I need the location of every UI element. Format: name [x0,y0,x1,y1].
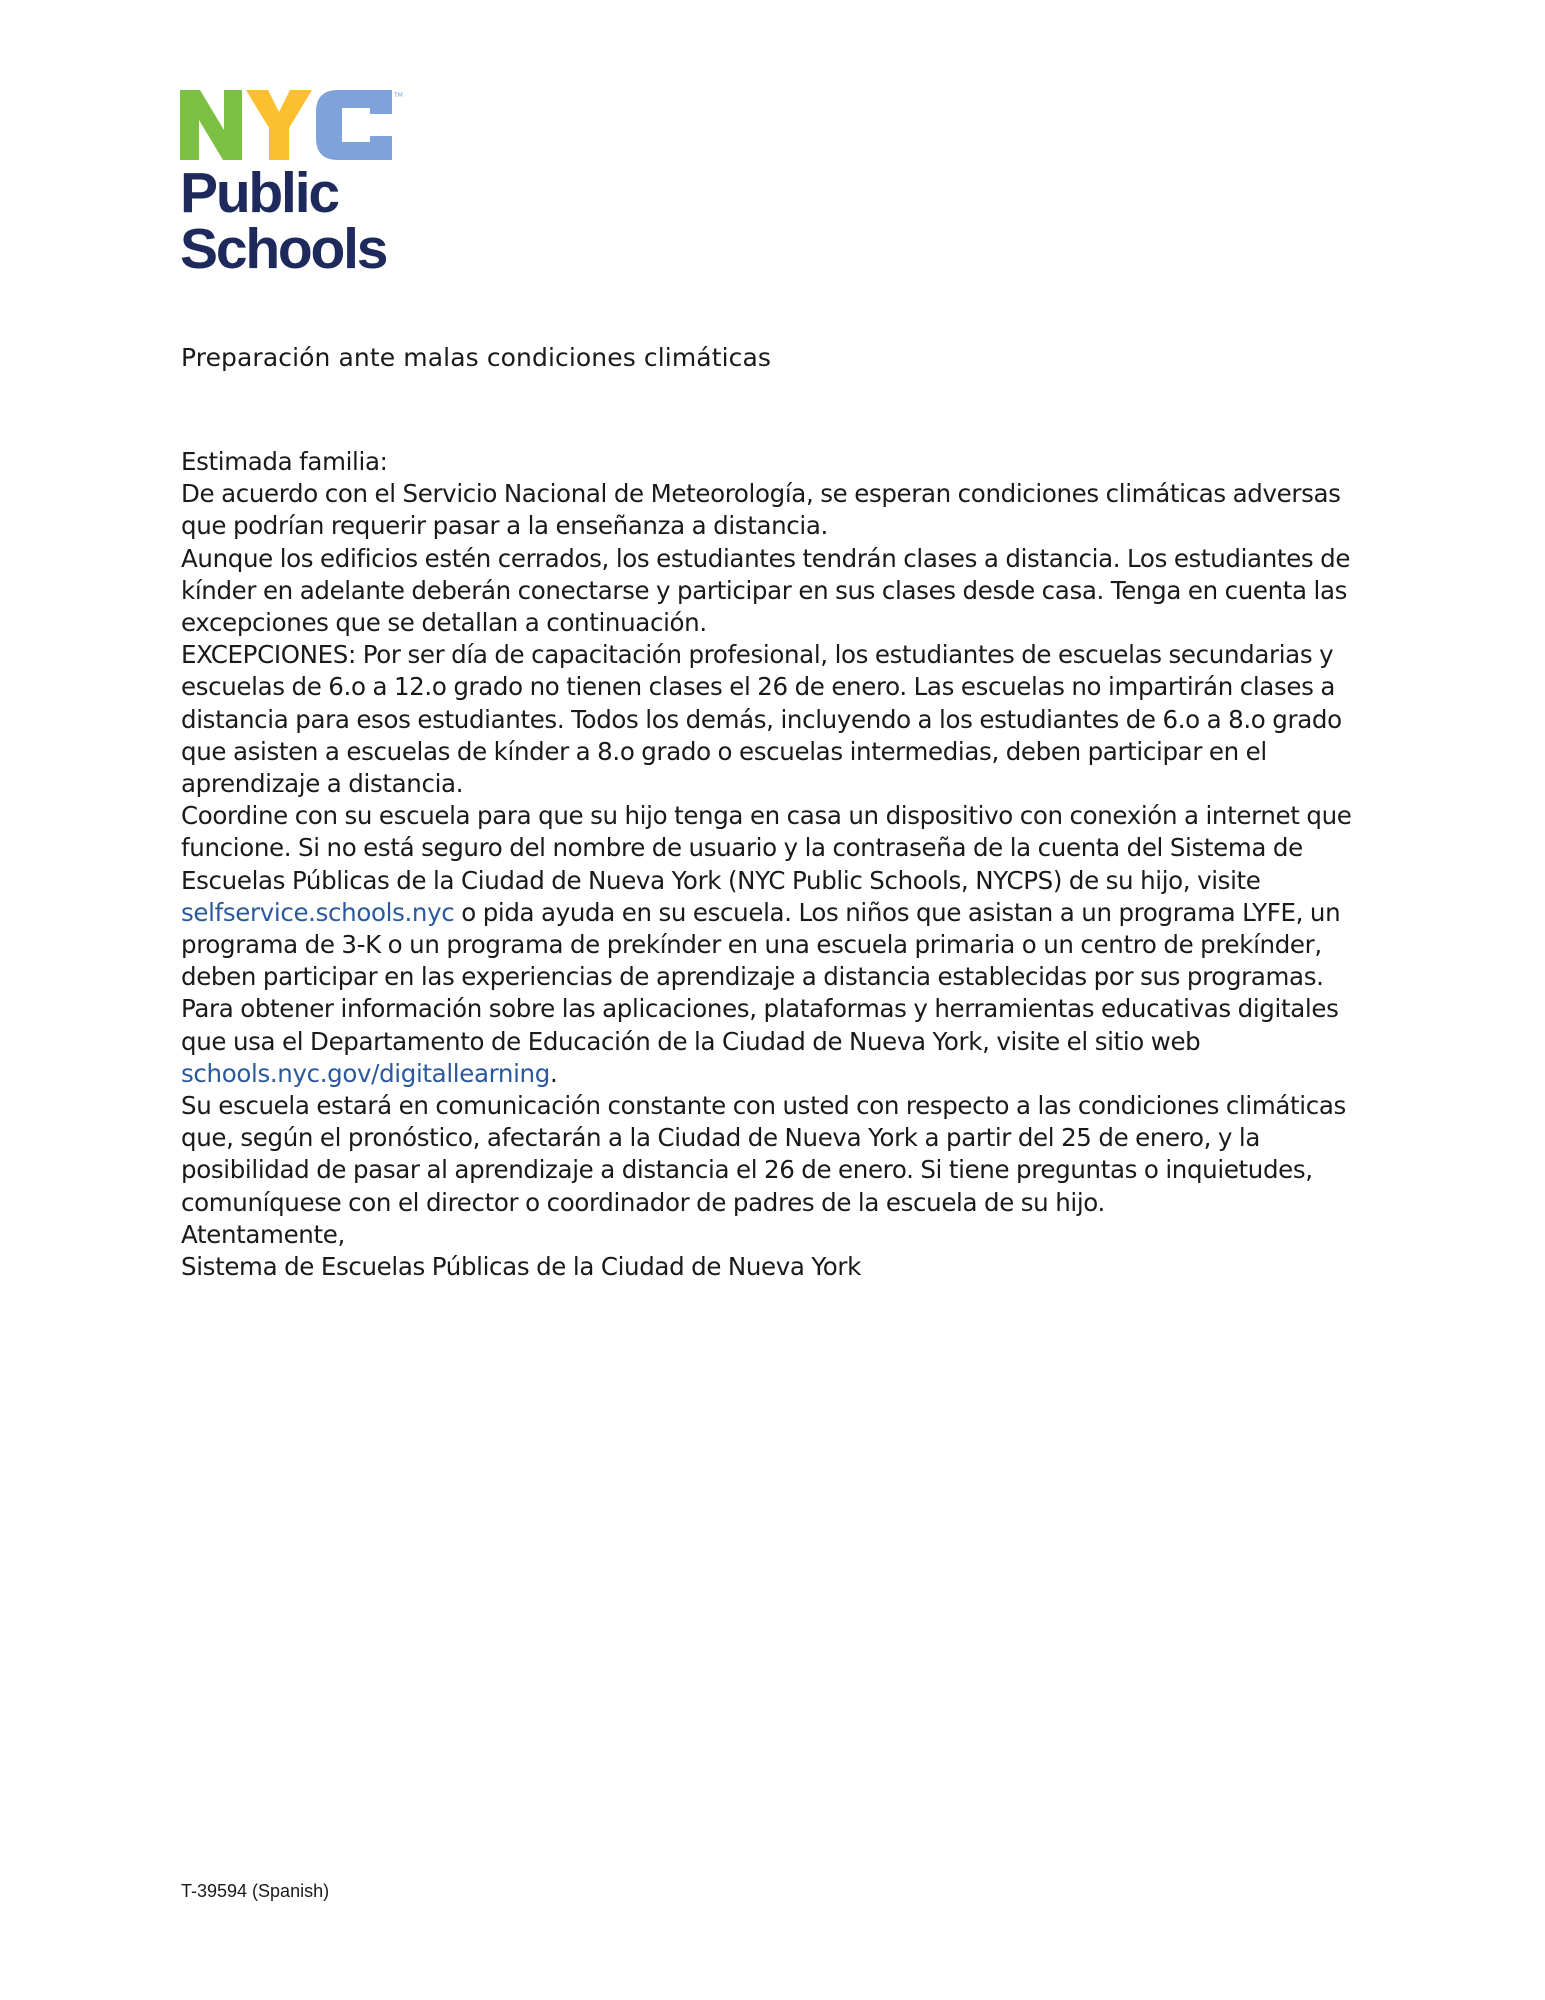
paragraph-digital-learning [181,993,1376,1090]
letter-body [181,446,1376,1283]
nyc-public-schools-logo [180,90,420,280]
device-info-text: Coordine con su escuela para que su hijo tenga en casa un dispositivo con conexión a internet que funcione. Si no está seguro del nombre de usuario y la contraseña de la cuenta del Sistema de Escuelas Públicas de la Ciudad de Nueva York (NYC Public Schools, NYCPS) de su hijo, visite [181,801,1352,895]
paragraph-exceptions: EXCEPCIONES: Por ser día de capacitación profesional, los estudiantes de escuelas secundarias y escuelas de 6.o a 12.o grado no tienen clases el 26 de enero. Las escuelas no impartirán clases a distancia para esos estudiantes. Todos los demás, incluyendo a los estudiantes de 6.o a 8.o grado que asisten a escuelas de kínder a 8.o grado o escuelas intermedias, deben participar en el aprendizaje a distancia. [181,640,1342,799]
digital-learning-period: . [549,1058,558,1088]
logo-letter-c [316,90,392,160]
paragraph-device-info [181,800,1376,993]
logo-text-public: Public [180,161,338,225]
closing: Atentamente, [181,1219,345,1249]
logo-letter-n [180,90,242,160]
paragraph-communication: Su escuela estará en comunicación constante con usted con respecto a las condiciones climáticas que, según el pronóstico, afectarán a la Ciudad de Nueva York a partir del 25 de enero, y la posibilidad de pasar al aprendizaje a distancia el 26 de enero. Si tiene preguntas o inquietudes, comuníquese con el director o coordinador de padres de la escuela de su hijo. [181,1091,1346,1217]
greeting: Estimada familia: [181,447,388,476]
paragraph-remote-classes: Aunque los edificios estén cerrados, los estudiantes tendrán clases a distancia. Los estudiantes de kínder en adelante deberán conectarse y participar en sus clases desde casa. Tenga en cuenta las excepciones que se detallan a continuación. [181,543,1351,638]
digital-learning-text: Para obtener información sobre las aplicaciones, plataformas y herramientas educativas digitales que usa el Departamento de Educación de la Ciudad de Nueva York, visite el sitio web [181,994,1339,1056]
document-subject: Preparación ante malas condiciones climáticas [181,343,772,372]
digital-learning-link[interactable]: schools.nyc.gov/digitallearning [181,1058,550,1088]
paragraph-weather-notice: De acuerdo con el Servicio Nacional de Meteorología, se esperan condiciones climáticas adversas que podrían requerir pasar a la enseñanza a distancia. [181,479,1341,541]
selfservice-link[interactable]: selfservice.schools.nyc [181,897,455,927]
logo-letter-y [246,90,312,160]
signature: Sistema de Escuelas Públicas de la Ciudad de Nueva York [181,1252,861,1282]
device-info-text-continued: o pida ayuda en su escuela. Los niños que asistan a un programa LYFE, un programa de 3-K o un programa de prekínder en una escuela primaria o un centro de prekínder, deben participar en las experiencias de aprendizaje a distancia establecidas por sus programas. [181,897,1341,992]
logo-text-schools: Schools [180,217,387,280]
logo-trademark: TM [394,92,403,99]
document-code: T-39594 (Spanish) [181,1881,330,1901]
